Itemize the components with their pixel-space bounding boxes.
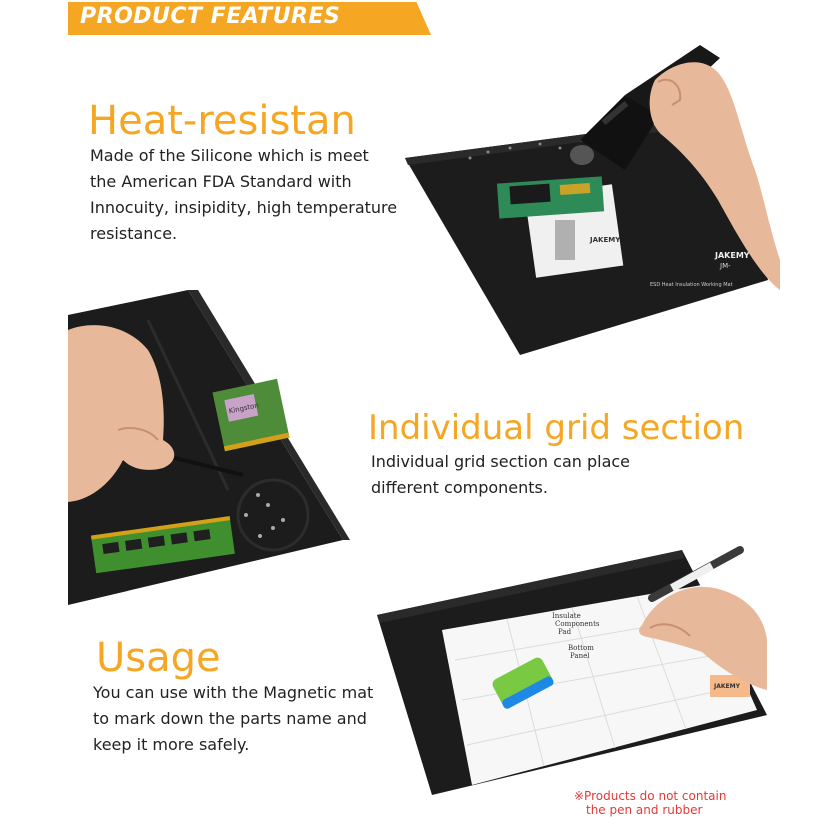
banner-title: PRODUCT FEATURES [80,4,341,29]
heat-resistant-heading: Heat-resistan [88,98,356,144]
footnote-line: the pen and rubber [586,803,703,817]
holder-brand: JAKEMY [590,236,621,244]
grid-section-mat-photo [68,290,358,610]
description-line: Innocuity, insipidity, high temperature [90,198,398,217]
description-line: Made of the Silicone which is meet [90,146,369,165]
svg-text:Bottom: Bottom [568,644,594,652]
svg-text:JAKEMY: JAKEMY [714,683,740,690]
svg-text:Components: Components [555,620,600,628]
svg-text:Insulate: Insulate [552,612,581,620]
description-line: You can use with the Magnetic mat [93,683,374,702]
description-line: the American FDA Standard with [90,172,352,191]
description-line: resistance. [90,224,178,243]
grid-section-heading: Individual grid section [368,408,745,448]
footnote [574,789,726,817]
usage-heading: Usage [96,635,221,681]
mat-model: JM- [720,262,731,270]
heat-resistant-description [90,143,420,247]
description-line: to mark down the parts name and [93,709,367,728]
mat-footer: ESD Heat Insulation Working Mat [650,282,733,288]
ram-label: Kingston [227,401,260,416]
usage-description [93,680,403,758]
svg-text:Panel: Panel [570,652,590,660]
product-features-banner [0,0,834,40]
description-line: keep it more safely. [93,735,250,754]
svg-text:Pad: Pad [558,628,572,636]
mat-brand: JAKEMY [715,251,750,260]
footnote-line: ※Products do not contain [574,789,727,803]
heat-gun-mat-photo [400,40,780,360]
grid-section-description [371,449,701,501]
description-line: different components. [371,478,548,497]
magnetic-mat-photo [372,540,772,795]
description-line: Individual grid section can place [371,452,631,471]
